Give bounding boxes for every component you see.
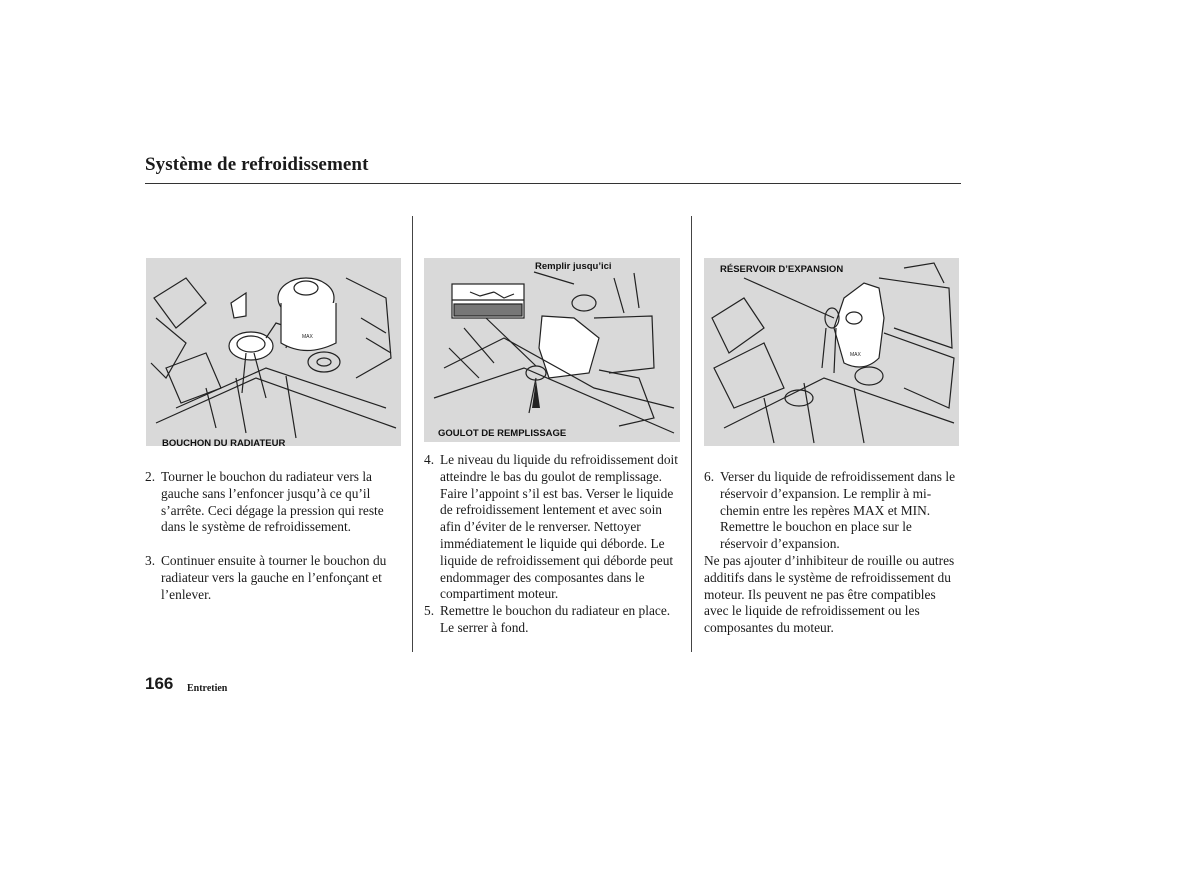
middle-column-text: [424, 452, 682, 637]
step-text: Tourner le bouchon du radiateur vers la gauche sans l’enfoncer jusqu’à ce qu’il s’arrête. Ceci dégage la pression qui reste dans le système de refroidissement.: [161, 469, 384, 535]
expansion-tank-figure: [704, 258, 959, 446]
page-number: 166: [145, 674, 174, 693]
filler-neck-illustration: [424, 258, 680, 442]
radiator-cap-illustration: [146, 258, 401, 446]
figure-caption: BOUCHON DU RADIATEUR: [162, 438, 286, 449]
step-number: 2.: [145, 469, 156, 484]
title-divider: [145, 183, 961, 184]
step-3: [145, 553, 401, 603]
step-6: [704, 469, 960, 553]
svg-text:MAX: MAX: [302, 334, 313, 340]
radiator-cap-figure: [146, 258, 401, 449]
step-number: 3.: [145, 553, 156, 569]
figure-caption-top: Remplir jusqu’ici: [535, 261, 612, 272]
column-divider-1: [412, 216, 413, 652]
step-text: Continuer ensuite à tourner le bouchon du radiateur vers la gauche en l’enfonçant et l’enlever.: [161, 553, 387, 602]
left-column-text: [145, 469, 401, 604]
step-number: 6.: [704, 469, 715, 484]
step-4: [424, 452, 682, 603]
step-text: Verser du liquide de refroidissement dans le réservoir d’expansion. Le remplir à mi-chemin entre les repères MAX et MIN. Remettre le bouchon en place sur le réservoir d’expansion.: [720, 469, 956, 552]
figure-caption-bottom: GOULOT DE REMPLISSAGE: [438, 428, 567, 439]
svg-text:MAX: MAX: [850, 352, 861, 358]
figure-caption: RÉSERVOIR D’EXPANSION: [720, 264, 844, 275]
step-2: [145, 469, 401, 536]
step-text: Le niveau du liquide du refroidissement doit atteindre le bas du goulot de remplissage. Faire l’appoint s’il est bas. Verser le liquide de refroidissement lentement et avec soin afin d’éviter de le renverser. Nettoyer immédiatement le liquide qui déborde. Le liquide de refroidissement qui déborde peut endommager des composantes dans le compartiment moteur.: [440, 452, 678, 602]
step-text: Remettre le bouchon du radiateur en place. Le serrer à fond.: [440, 603, 671, 635]
step-5: [424, 603, 682, 637]
expansion-tank-illustration: [704, 258, 959, 446]
step-number: 4.: [424, 452, 435, 467]
warning-note: Ne pas ajouter d’inhibiteur de rouille ou autres additifs dans le système de refroidissement du moteur. Ils peuvent ne pas être compatibles avec le liquide de refroidissement ou les composantes du moteur.: [704, 552, 955, 636]
page-title: Système de refroidissement: [145, 154, 369, 175]
step-number: 5.: [424, 603, 435, 619]
section-name: Entretien: [187, 683, 228, 694]
filler-neck-figure: [424, 258, 680, 442]
column-divider-2: [691, 216, 692, 652]
right-column-text: [704, 469, 960, 637]
